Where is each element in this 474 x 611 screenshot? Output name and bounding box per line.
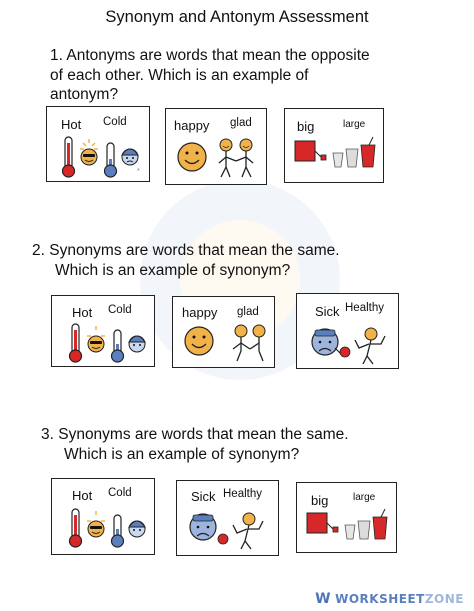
big-large-picture: [291, 135, 381, 179]
q3-choice-a-card[interactable]: [51, 478, 155, 555]
sun-face-icon: [80, 139, 98, 165]
hot-cold-picture: [55, 135, 145, 179]
hot-thermometer-icon: [70, 509, 82, 547]
large-label: large: [353, 492, 376, 503]
hot-cold-picture: [62, 322, 152, 366]
question-3: [41, 425, 349, 464]
q1-choice-b-card[interactable]: [165, 108, 267, 185]
q2-choice-c-card[interactable]: [296, 293, 399, 369]
big-large-picture: [303, 507, 393, 551]
sick-face-icon: [190, 514, 216, 540]
question-1-line-1: 1. Antonyms are words that mean the opposite: [50, 47, 370, 64]
question-2-line-1: 2. Synonyms are words that mean the same.: [32, 242, 340, 259]
healthy-label: Healthy: [345, 302, 384, 314]
sun-face-icon: [87, 326, 105, 352]
healthy-label: Healthy: [223, 488, 262, 500]
happy-glad-picture: [181, 321, 271, 365]
question-2-line-2: Which is an example of synonym?: [55, 261, 291, 279]
hot-cold-picture: [62, 507, 152, 551]
svg-text:*: *: [137, 168, 140, 175]
q1-choice-a-card[interactable]: [46, 106, 150, 182]
hot-thermometer-icon: [70, 324, 82, 362]
big-square-icon: [295, 141, 326, 161]
happy-label: happy: [182, 305, 218, 320]
brand-text-part2: ZONE: [424, 592, 464, 606]
hot-label: Hot: [72, 488, 93, 503]
hot-label: Hot: [72, 305, 93, 320]
question-1-line-2: of each other. Which is an example of: [50, 66, 309, 84]
cold-thermometer-icon: [105, 143, 117, 177]
big-square-icon: [307, 513, 338, 533]
cold-thermometer-icon: [112, 515, 124, 547]
cold-face-icon: [129, 336, 145, 352]
cups-icon: [333, 137, 375, 167]
sick-healthy-picture: [183, 507, 273, 551]
sick-label: Sick: [315, 304, 340, 319]
q3-choice-b-card[interactable]: [176, 480, 279, 556]
cold-face-icon: [129, 521, 145, 537]
cold-label: Cold: [108, 304, 132, 316]
cold-label: Cold: [103, 116, 127, 128]
sick-label: Sick: [191, 489, 216, 504]
big-label: big: [311, 493, 329, 508]
question-3-line-2: Which is an example of synonym?: [64, 445, 300, 463]
healthy-person-icon: [218, 513, 263, 549]
page-title: Synonym and Antonym Assessment: [105, 8, 369, 26]
question-1: [50, 46, 370, 105]
cold-label: Cold: [108, 487, 132, 499]
large-label: large: [343, 119, 366, 130]
q3-choice-c-card[interactable]: [296, 482, 397, 553]
happy-face-icon: [185, 327, 213, 355]
cold-face-icon: [122, 149, 140, 175]
sun-face-icon: [87, 511, 105, 537]
q2-choice-b-card[interactable]: [172, 296, 275, 368]
brand-text-part1: WORKSHEET: [335, 592, 425, 606]
glad-label: glad: [237, 306, 259, 318]
background-watermark: [120, 150, 360, 410]
worksheetzone-watermark: [315, 591, 464, 607]
q1-choice-c-card[interactable]: [284, 108, 384, 183]
happy-label: happy: [174, 118, 210, 133]
cold-thermometer-icon: [112, 330, 124, 362]
question-3-line-1: 3. Synonyms are words that mean the same.: [41, 426, 349, 443]
happy-face-icon: [178, 143, 206, 171]
sick-face-icon: [312, 329, 341, 355]
q2-choice-a-card[interactable]: [51, 295, 155, 367]
w-logo-icon: W: [315, 591, 332, 607]
glad-label: glad: [230, 117, 252, 129]
cups-icon: [345, 509, 387, 539]
hot-label: Hot: [61, 117, 82, 132]
glad-people-icon: [233, 325, 265, 361]
healthy-person-icon: [340, 328, 385, 364]
question-1-line-3: antonym?: [50, 86, 119, 103]
big-label: big: [297, 119, 315, 134]
happy-glad-picture: [174, 135, 262, 181]
glad-people-icon: [219, 139, 253, 177]
hot-thermometer-icon: [63, 137, 75, 177]
question-2: [32, 241, 340, 280]
sick-healthy-picture: [305, 322, 395, 366]
